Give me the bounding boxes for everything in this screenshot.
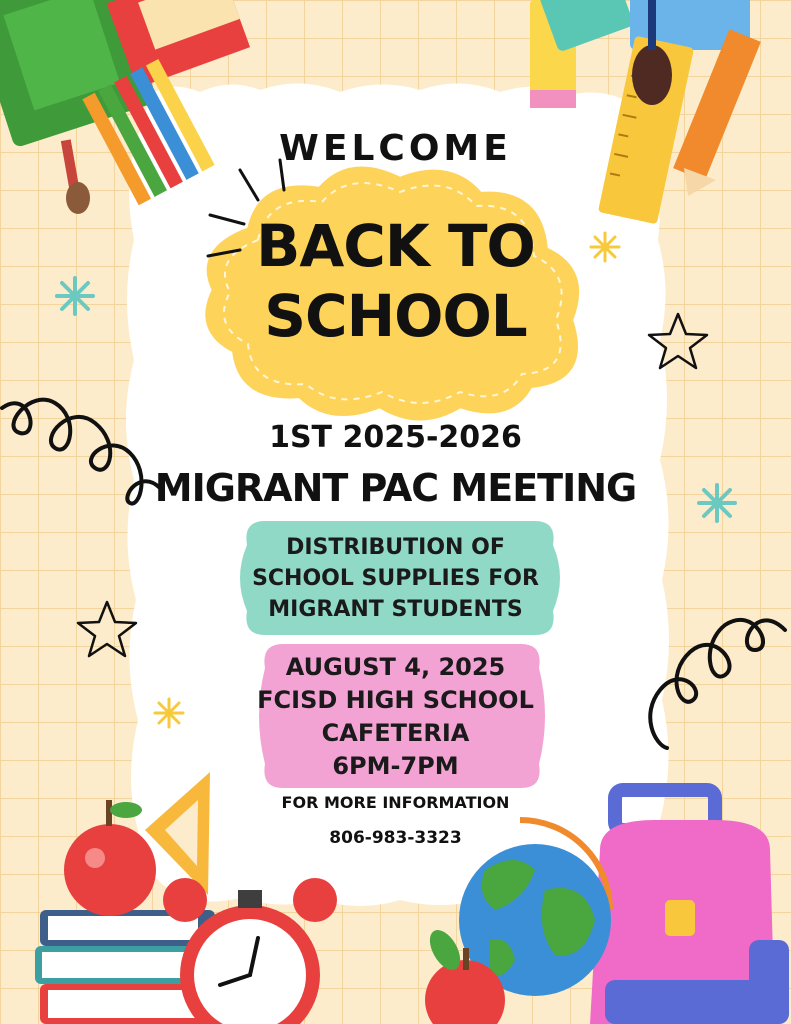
headline-line-1: BACK TO bbox=[256, 212, 535, 280]
welcome-heading: WELCOME bbox=[279, 128, 512, 169]
event-date: AUGUST 4, 2025 bbox=[285, 653, 506, 681]
meeting-title: MIGRANT PAC MEETING bbox=[154, 466, 637, 510]
purpose-line: MIGRANT STUDENTS bbox=[268, 597, 523, 622]
purpose-line: SCHOOL SUPPLIES FOR bbox=[252, 566, 539, 591]
headline-line-2: SCHOOL bbox=[264, 282, 527, 350]
purpose-line: DISTRIBUTION OF bbox=[286, 535, 505, 560]
event-location: FCISD HIGH SCHOOL bbox=[257, 686, 534, 714]
event-time: 6PM-7PM bbox=[332, 752, 459, 780]
info-label: FOR MORE INFORMATION bbox=[281, 793, 510, 812]
meeting-year: 1ST 2025-2026 bbox=[269, 420, 522, 455]
event-room: CAFETERIA bbox=[321, 719, 470, 747]
phone-number: 806-983-3323 bbox=[329, 828, 462, 848]
globe-backpack-illustration bbox=[415, 780, 791, 1024]
